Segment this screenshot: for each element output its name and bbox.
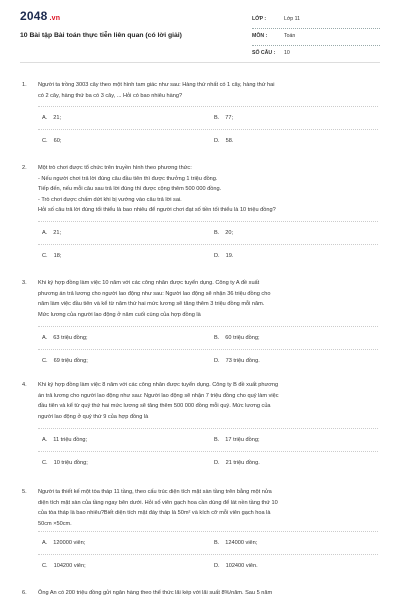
option-c[interactable]: [42, 136, 61, 147]
question-line: - Nếu người chơi trả lời đúng câu đầu tiên thì được thưởng 1 triệu đồng.: [38, 175, 218, 182]
question-text: [38, 278, 378, 320]
option-b[interactable]: [214, 333, 260, 344]
question-text: [38, 380, 378, 422]
option-c[interactable]: [42, 251, 61, 262]
question-line: Người ta trồng 3003 cây theo một hình tam giác như sau: Hàng thứ nhất có 1 cây, hàng thứ hai: [38, 82, 275, 88]
option-letter: A.: [42, 335, 48, 341]
header-divider: [20, 62, 380, 63]
question-line: - Trò chơi được chấm dứt khi bị vướng vào câu trả lời sai.: [38, 196, 182, 203]
meta-value: Toán: [284, 33, 296, 39]
question-line: Ông An có 200 triệu đồng gửi ngân hàng theo thể thức lãi kép với lãi suất 8%/năm. Sau 5 năm: [38, 590, 273, 596]
question-line: án trả lương cho người lao động như sau: Người lao động sẽ nhận 7 triệu đồng cho quý làm việc: [38, 392, 279, 399]
logo-tld: .vn: [49, 15, 61, 22]
question-text: [38, 487, 378, 529]
option-text: 60 triệu đồng;: [225, 335, 260, 341]
option-text: 73 triệu đồng.: [225, 358, 260, 364]
meta-label: SỐ CÂU :: [252, 50, 276, 56]
option-text: 21 triệu đồng.: [225, 460, 260, 466]
question-line: diện tích mặt sàn của tầng ngay bên dưới. Hỏi số viên gạch hoa cần dùng để lát nền tầng thứ 10: [38, 499, 278, 506]
option-row: [38, 531, 378, 554]
option-b[interactable]: [214, 113, 233, 124]
option-letter: B.: [214, 437, 220, 443]
option-row: [38, 221, 378, 244]
option-c[interactable]: [42, 561, 86, 572]
question-number: 1.: [22, 82, 27, 88]
option-letter: D.: [214, 253, 220, 259]
question-line: Khi ký hợp đồng làm việc 10 năm với các công nhân được tuyển dụng. Công ty A đề xuất: [38, 280, 260, 286]
option-letter: A.: [42, 540, 48, 546]
option-letter: D.: [214, 358, 220, 364]
option-letter: C.: [42, 358, 48, 364]
question-line: có 2 cây, hàng thứ ba có 3 cây, ... Hỏi có bao nhiêu hàng?: [38, 92, 183, 99]
answer-options: [38, 326, 378, 372]
option-row: [38, 428, 378, 451]
meta-row-grade: [252, 12, 380, 29]
option-text: 124000 viên;: [225, 540, 258, 546]
option-letter: D.: [214, 563, 220, 569]
meta-value: 10: [284, 50, 290, 56]
option-b[interactable]: [214, 435, 260, 446]
question-line: của tòa tháp là bao nhiêu?Biết diện tích mặt đáy tháp là 50m² và kích cỡ mỗi viên gạch hoa là: [38, 510, 271, 516]
answer-options: [38, 531, 378, 577]
option-text: 21;: [53, 115, 62, 121]
option-row: [38, 554, 378, 577]
option-a[interactable]: [42, 228, 61, 239]
option-a[interactable]: [42, 113, 61, 124]
question-line: phương án trả lương cho người lao động như sau: Người lao động sẽ nhận 36 triệu đồng cho: [38, 290, 271, 297]
option-letter: D.: [214, 460, 220, 466]
question-line: Tiếp đến, nếu mỗi câu sau trả lời đúng thì được cộng thêm 500 000 đồng.: [38, 186, 222, 192]
option-b[interactable]: [214, 538, 257, 549]
question-line: Người ta thiết kế một tòa tháp 11 tầng, theo cấu trúc diện tích mặt sàn tầng trên bằng một nửa: [38, 489, 272, 495]
option-text: 58.: [225, 138, 234, 144]
answer-options: [38, 428, 378, 474]
option-text: 120000 viên;: [53, 540, 86, 546]
option-text: 69 triệu đồng;: [53, 358, 88, 364]
option-text: 77;: [225, 115, 234, 121]
option-a[interactable]: [42, 333, 88, 344]
question-number: 2.: [22, 165, 27, 171]
site-logo[interactable]: [20, 9, 60, 23]
option-letter: C.: [42, 138, 48, 144]
page-header: [0, 0, 400, 62]
document-meta: [252, 12, 380, 63]
option-letter: C.: [42, 563, 48, 569]
option-d[interactable]: [214, 136, 233, 147]
option-letter: D.: [214, 138, 220, 144]
meta-value: Lớp 11: [284, 16, 300, 22]
question-line: Hỏi số câu trả lời đúng tối thiểu là bao nhiêu để người chơi đạt số tiền tối thiểu là 10 triệu đồng?: [38, 207, 276, 213]
question-line: Mức lương của người lao động ở năm cuối cùng của hợp đồng là: [38, 311, 201, 318]
option-c[interactable]: [42, 458, 88, 469]
option-row: [38, 106, 378, 129]
option-text: 21;: [53, 230, 62, 236]
question-number: 6.: [22, 590, 27, 596]
logo-text: 2048: [20, 9, 48, 23]
option-row: [38, 326, 378, 349]
option-d[interactable]: [214, 458, 260, 469]
option-letter: A.: [42, 230, 48, 236]
option-text: 104200 viên;: [53, 563, 86, 569]
option-b[interactable]: [214, 228, 233, 239]
option-letter: C.: [42, 460, 48, 466]
option-text: 63 triệu đồng;: [53, 335, 88, 341]
option-letter: B.: [214, 335, 220, 341]
question-line: đầu tiên và kể từ quý thứ hai mức lương sẽ tăng thêm 500 000 đồng mỗi quý. Mức lương của: [38, 403, 271, 409]
option-row: [38, 349, 378, 372]
document-title: 10 Bài tập Bài toán thực tiễn liên quan (có lời giải): [20, 32, 182, 39]
option-row: [38, 451, 378, 474]
option-letter: A.: [42, 115, 48, 121]
option-text: 10 triệu đồng;: [53, 460, 88, 466]
question-text: [38, 588, 378, 599]
option-letter: C.: [42, 253, 48, 259]
question-number: 4.: [22, 382, 27, 388]
option-text: 20;: [225, 230, 234, 236]
question-line: năm làm việc đầu tiên và kể từ năm thứ hai mức lương sẽ tăng thêm 3 triệu đồng mỗi năm.: [38, 301, 265, 307]
option-letter: B.: [214, 540, 220, 546]
option-text: 17 triệu đồng;: [225, 437, 260, 443]
meta-label: LỚP :: [252, 16, 267, 22]
option-row: [38, 129, 378, 152]
meta-row-subject: [252, 29, 380, 46]
question-number: 3.: [22, 280, 27, 286]
question-number: 5.: [22, 489, 27, 495]
meta-row-count: [252, 46, 380, 63]
meta-label: MÔN :: [252, 33, 268, 39]
question-text: [38, 80, 378, 101]
option-text: 18;: [53, 253, 62, 259]
option-c[interactable]: [42, 356, 88, 367]
option-text: 11 triệu đồng;: [53, 437, 88, 443]
option-a[interactable]: [42, 435, 87, 446]
option-d[interactable]: [214, 561, 258, 572]
option-text: 102400 viên.: [225, 563, 258, 569]
option-row: [38, 244, 378, 267]
question-line: 50cm ×50cm.: [38, 520, 72, 527]
question-line: Một trò chơi được tổ chức trên truyền hình theo phương thức:: [38, 165, 192, 171]
option-a[interactable]: [42, 538, 85, 549]
option-text: 19.: [225, 253, 234, 259]
option-d[interactable]: [214, 356, 260, 367]
option-d[interactable]: [214, 251, 233, 262]
option-text: 60;: [53, 138, 62, 144]
question-line: Khi ký hợp đồng làm việc 8 năm với các công nhân được tuyển dụng. Công ty B đề xuất phương: [38, 382, 279, 388]
option-letter: A.: [42, 437, 48, 443]
answer-options: [38, 106, 378, 152]
question-line: người lao động ở quý thứ 9 của hợp đồng là: [38, 413, 149, 420]
question-text: [38, 163, 378, 216]
answer-options: [38, 221, 378, 267]
option-letter: B.: [214, 230, 220, 236]
option-letter: B.: [214, 115, 220, 121]
